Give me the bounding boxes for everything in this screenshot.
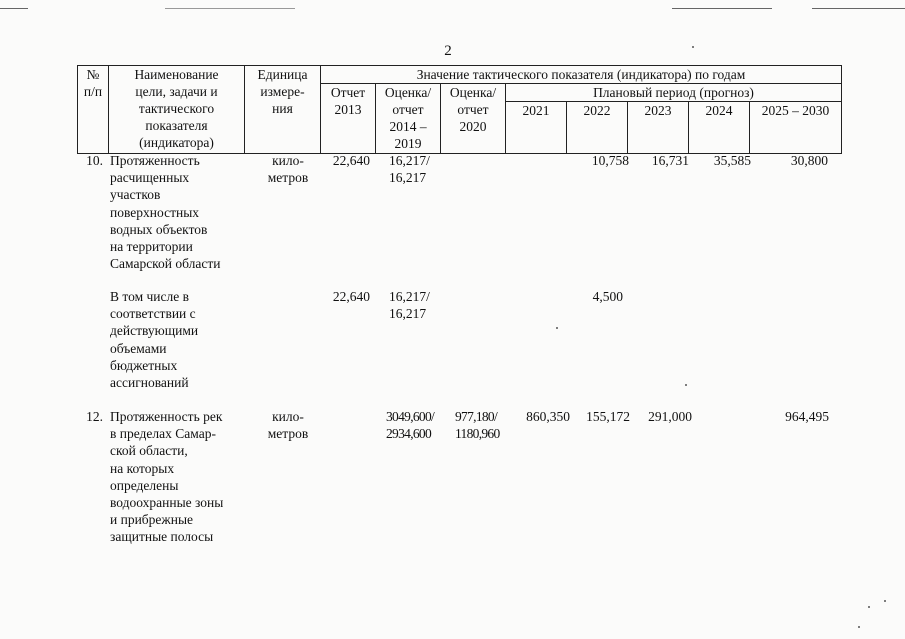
header-year-2024: 2024 [689, 102, 750, 154]
indicator-name: В том числе в соответствии с действующими объемами бюджетных ассигнований [110, 289, 199, 391]
report-2013-cell: 22,640 [332, 289, 370, 304]
scan-speck [685, 384, 687, 386]
page-number: 2 [444, 43, 452, 59]
scan-artifact-line [812, 8, 905, 9]
header-col-unit: Единица измере- ния [245, 66, 321, 154]
header-year-2023: 2023 [628, 102, 689, 154]
row-number: 12. [86, 409, 103, 424]
year-2022-cell: 155,172 [586, 409, 630, 424]
report-2013-cell: 22,640 [332, 153, 370, 168]
header-year-2021: 2021 [506, 102, 567, 154]
year-2025-2030-cell: 30,800 [790, 153, 828, 168]
header-year-2025-2030: 2025 – 2030 [750, 102, 842, 154]
year-2025-2030-cell: 964,495 [785, 409, 829, 424]
estimate-2014-2019-cell: 16,217/ 16,217 [389, 153, 430, 186]
row-number: 10. [86, 153, 103, 168]
scan-speck [556, 327, 558, 329]
header-col-report-2013: Отчет 2013 [321, 84, 376, 154]
header-col-number: № п/п [78, 66, 109, 154]
scan-speck [692, 46, 694, 48]
indicator-name: Протяженность расчищенных участков поверхностных водных объектов на территории Самарской области [110, 153, 221, 272]
header-group-title: Значение тактического показателя (индикатора) по годам [321, 66, 842, 84]
scan-artifact-line [672, 8, 772, 9]
unit-cell: кило- метров [267, 153, 309, 186]
indicator-name: Протяженность рек в пределах Самар- ской области, на которых определены водоохранные зоны и прибрежные защитные полосы [110, 409, 224, 545]
scan-artifact-line [165, 8, 295, 9]
indicator-table-header [77, 65, 842, 154]
header-col-estimate-2020: Оценка/ отчет 2020 [441, 84, 506, 154]
scan-speck [884, 600, 886, 602]
header-planned-period: Плановый период (прогноз) [506, 84, 842, 102]
estimate-2020-cell: 977,180/ 1180,960 [455, 409, 500, 442]
scan-speck [868, 606, 870, 608]
year-2022-cell: 4,500 [592, 289, 623, 304]
estimate-2014-2019-cell: 3049,600/ 2934,600 [386, 409, 435, 442]
header-year-2022: 2022 [567, 102, 628, 154]
year-2022-cell: 10,758 [591, 153, 629, 168]
year-2024-cell: 35,585 [713, 153, 751, 168]
header-col-estimate-2014-2019: Оценка/ отчет 2014 – 2019 [376, 84, 441, 154]
header-col-name: Наименование цели, задачи и тактического показателя (индикатора) [109, 66, 245, 154]
year-2023-cell: 291,000 [648, 409, 692, 424]
year-2023-cell: 16,731 [651, 153, 689, 168]
scan-speck [858, 626, 860, 628]
scan-artifact-line [0, 8, 28, 9]
estimate-2014-2019-cell: 16,217/ 16,217 [389, 289, 430, 322]
year-2021-cell: 860,350 [526, 409, 570, 424]
unit-cell: кило- метров [267, 409, 309, 442]
